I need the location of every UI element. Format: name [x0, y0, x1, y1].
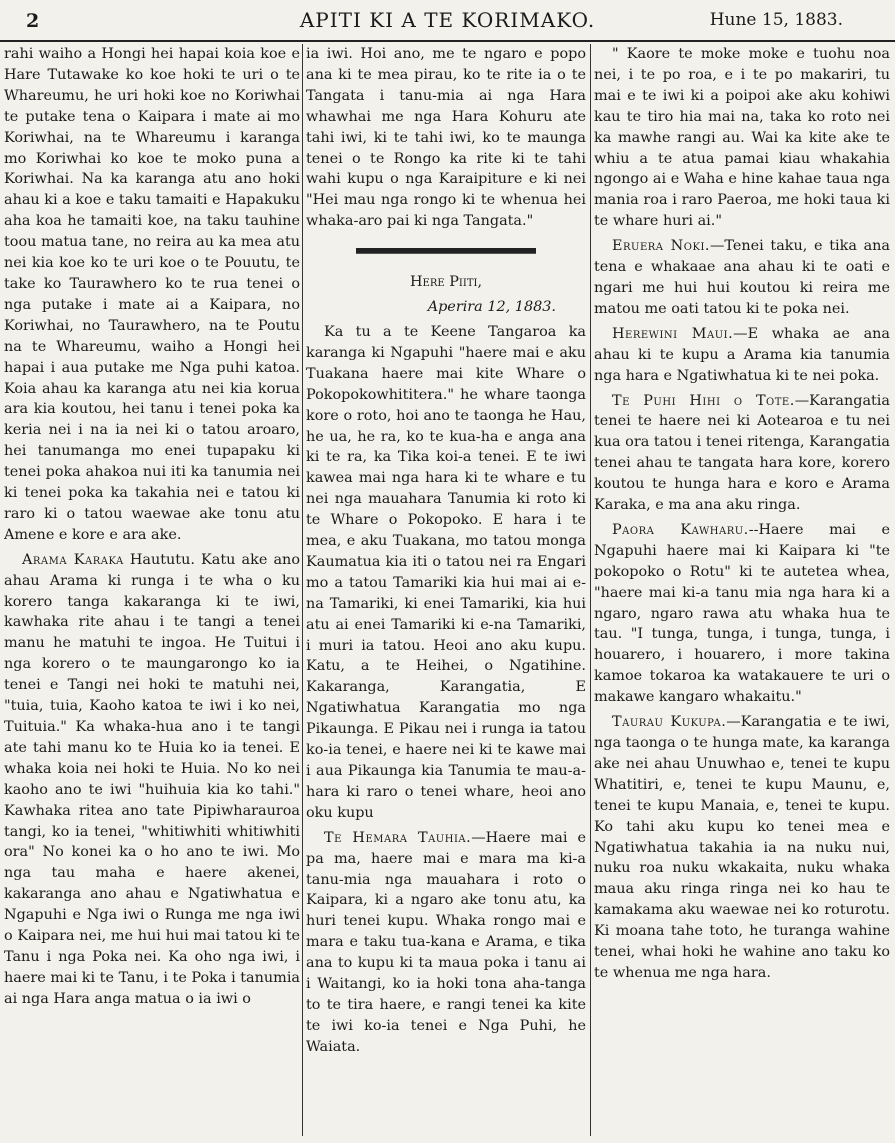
- section-divider: [356, 248, 536, 254]
- issue-date: Hune 15, 1883.: [709, 10, 843, 30]
- speaker-name: Paora Kawharu.: [612, 521, 749, 538]
- section-dateline: Aperira 12, 1883.: [427, 299, 556, 316]
- masthead: [0, 0, 895, 42]
- column-divider: [302, 44, 303, 1136]
- paragraph-eruera-noki: [594, 236, 890, 320]
- paragraph-text: —Haere mai e pa ma, haere mai e mara ma ki-a tanu-mia nga mauahara i roto o Kaipara, ki a ngaro ake tonu atu, ka huri tenei kupu. Whaka rongo mai e mara e taku tua-kana e Arama, e tika ana to kupu ki ta maua poka i tanu ai i Waitangi, ko ia hoki tona aha-tanga to te tira haere, e rangi tenei ka kite te iwi ko-ia tenei e Nga Puhi, he Waiata.: [306, 829, 586, 1055]
- paragraph-paora-kawharu: [594, 520, 890, 708]
- column-three: [594, 44, 890, 1136]
- speaker-name: Taurau Kukupa.: [612, 714, 727, 731]
- paragraph-text: —Karangatia e te iwi, nga taonga o te hunga mate, ka karanga ake nei ahau Unuwhao e, tenei te kupu Whatitiri, e, tenei te kupu Maunu, e, tenei te kupu Manaia, e, tenei te kupu. Ko tahi aku kupu ko tenei mea e Ngatiwhatua takahia ia na nuku nui, nuku roa nuku wkakaita, nuku whaka maua aku ringa ringa nei ko hau te kamakama aku waewae nei ko roturotu. Ki moana tahe toto, he turanga wahine tenei, whai hoki he wahine ano taku ko te whenua me nga hara.: [594, 714, 890, 981]
- section-heading: Here Piiti,: [409, 274, 483, 291]
- speaker-name: Te Hemara Tauhia.: [324, 829, 472, 846]
- column-one: [4, 44, 300, 1136]
- newspaper-title: APITI KI A TE KORIMAKO.: [299, 8, 596, 32]
- waiata-verse: " Kaore te moke moke e tuohu noa nei, i te po roa, e i te po makariri, tu mai e te iwi ki a poipoi ake aku kohiwi kau te tiro hia mai na, taka ko roto nei ka mawhe rangi au. Wai ka kite ake te whiu a te atua pamai kiau whakahia ngongo ai e Waha e hine kahae taua nga mania roa i raro Paeroa, me hoki taua ki te whare huri ai.": [594, 46, 890, 230]
- paragraph-arama-karaka: [4, 550, 300, 1010]
- page-number: 2: [26, 10, 40, 32]
- paragraph: ia iwi. Hoi ano, me te ngaro e popo ana ki te mea pirau, ko te rite ia o te Tangata i tanu-mia ai nga Hara whawhai me nga Hara Kohuru ate tahi iwi, ki te tahi iwi, ko te maunga tenei o te Rongo ka rite ki te tahi wahi kupu o nga Karaipiture e ki nei "Hei mau nga rongo ki te whenua hei whaka-aro pai ki nga Tangata.": [306, 46, 586, 230]
- column-divider: [590, 44, 591, 1136]
- speaker-name: Herewini Maui.: [612, 325, 734, 342]
- paragraph-te-hemara-tauhia: [306, 828, 586, 1058]
- paragraph-text: —Karangatia tenei te haere nei ki Aotearoa e tu nei kua ora tatou i tenei ritenga, Karangatia tenei ahau te tangata hara kore, korero koutou te hunga hara e koro e Arama Karaka, e ma ana aku ringa.: [594, 392, 890, 514]
- paragraph-text: --Haere mai e Ngapuhi haere mai ki Kaipara ki "te pokopoko o Rotu" ki te autetea whea, "haere mai ki-a tanu mia nga hara ki a ngaro, ngaro rawa atu whaka hua te tau. "I tunga, tunga, i tunga, tunga, i houarero, i houarero, i more takina kamoe tokaroa ka watakauere te uri o makawe kangaro whakaitu.": [594, 521, 890, 706]
- paragraph-taurau-kukupa: [594, 712, 890, 984]
- paragraph-text: —E whaka ae ana ahau ki te kupu a Arama kia tanumia nga hara e Ngatiwhatua ki te nei poka.: [594, 325, 890, 384]
- paragraph: rahi waiho a Hongi hei hapai koia koe e Hare Tutawake ko koe hoki te uri o te Whareumu, he uri hoki koe no Koriwhai te putake tena o Kaipara i mate ai mo Koriwhai, na te Whareumu i karanga mo Koriwhai ko koe te moko puna a Koriwhai. Na ka karanga atu ano hoki ahau ki a koe e taku tamaiti e Hapakuku aha koa he tamaiti koe, na taku tauhine toou matua tane, no reira au ka mea atu nei kia koe ko te uri koe o te Pouutu, te take ko Taurawhero ko te rua tenei o nga putake i mate ai a Kaipara, no Koriwhai, no Taurawhero, na te Poutu na te Whareumu, waiho a Hongi hei hapai i aua putake me Nga puhi katoa. Koia ahau ka karanga atu nei kia korua ara kia koutou, hei tanu i tenei poka ka keria nei i na ia nei ki o tatou aroaro, hei tanumanga mo enei tupapaku ki tenei poka ahakoa nui iti ka tanumia nei ki tenei poka ka takahia nei e tatou ki raro ki o tatou waewae ake tonu atu Amene e kore e ara ake.: [4, 46, 300, 543]
- speaker-name: Arama Karaka: [22, 551, 124, 568]
- paragraph-text: —Tenei taku, e tika ana tena e whakaae ana ahau ki te oati e ngari me hui hui koutou ki reira me matou me oati tatou ki te poka nei.: [594, 238, 890, 317]
- speaker-name: Eruera Noki.: [612, 238, 710, 255]
- speaker-name: Te Puhi Hihi o Tote.: [612, 392, 795, 409]
- paragraph-text: Haututu. Katu ake ano ahau Arama ki runga i te wha o ku korero tanga kakaranga ki te iwi, kawhaka rite ahau i te tangi a tenei manu he matuhi te ingoa. He Tuitui i nga korero o te maungarongo ko ia tenei e Tangi nei hoki te matuhi nei, "tuia, tuia, Kaoho katoa te iwi i ko nei, Tuituia." Ka whaka-hua ano i te tangi ate tahi manu ko te Huia ko ia tenei. E whaka koia nei hoki te Huia. No ko nei kaoho ano te iwi "huihuia kia ko tahi." Kawhaka ritea ano tate Pipiwharauroa tangi, ko ia tenei, "whitiwhiti whitiwhiti ora" No konei ka o ho ano te iwi. Mo nga tau maha e haere akenei, kakaranga ano ahau e Ngatiwhatua e Ngapuhi e Nga iwi o Runga me nga iwi o Kaipara nei, me hui hui mai tatou ki te Tanu i nga Poka nei. Ka oho nga iwi, i haere mai ki te Tanu, i te Poka i tanumia ai nga Hara anga matua o ia iwi o: [4, 551, 300, 1007]
- paragraph-herewini-maui: [594, 324, 890, 387]
- paragraph-te-puhi-hihi: [594, 391, 890, 516]
- column-two: [306, 44, 586, 1136]
- paragraph: Ka tu a te Keene Tangaroa ka karanga ki Ngapuhi "haere mai e aku Tuakana haere mai kite Whare o Pokopokowhititera." he whare taonga kore o roto, hoi ano te taonga he Hau, he ua, he ra, ko te kua-ha e anga ana ki te ra, ka Tika koi-a tenei. E te iwi kawea mai nga hara ki te whare e tu nei nga mauahara Tanumia ki roto ki te Whare o Pokopoko. E hara i te mea, e aku Tuakana, mo tatou monga Kaumatua kia iti o tatou nei ra Engari mo a tatou Tamariki kia hui mai ai e-na Tamariki, ki enei Tamariki, kia hui atu ai enei Tamariki ki e-na Tamariki, i muri ia tatou. Heoi ano aku kupu. Katu, a te Heihei, o Ngatihine. Kakaranga, Karangatia, E Ngatiwhatua Karangatia mo nga Pikaunga. E Pikau nei i runga ia tatou ko-ia tenei, e haere nei ki te kawe mai i aua Pikaunga kia Tanumia te mau-a-hara ki raro o tenei whare, heoi ano oku kupu: [306, 323, 586, 821]
